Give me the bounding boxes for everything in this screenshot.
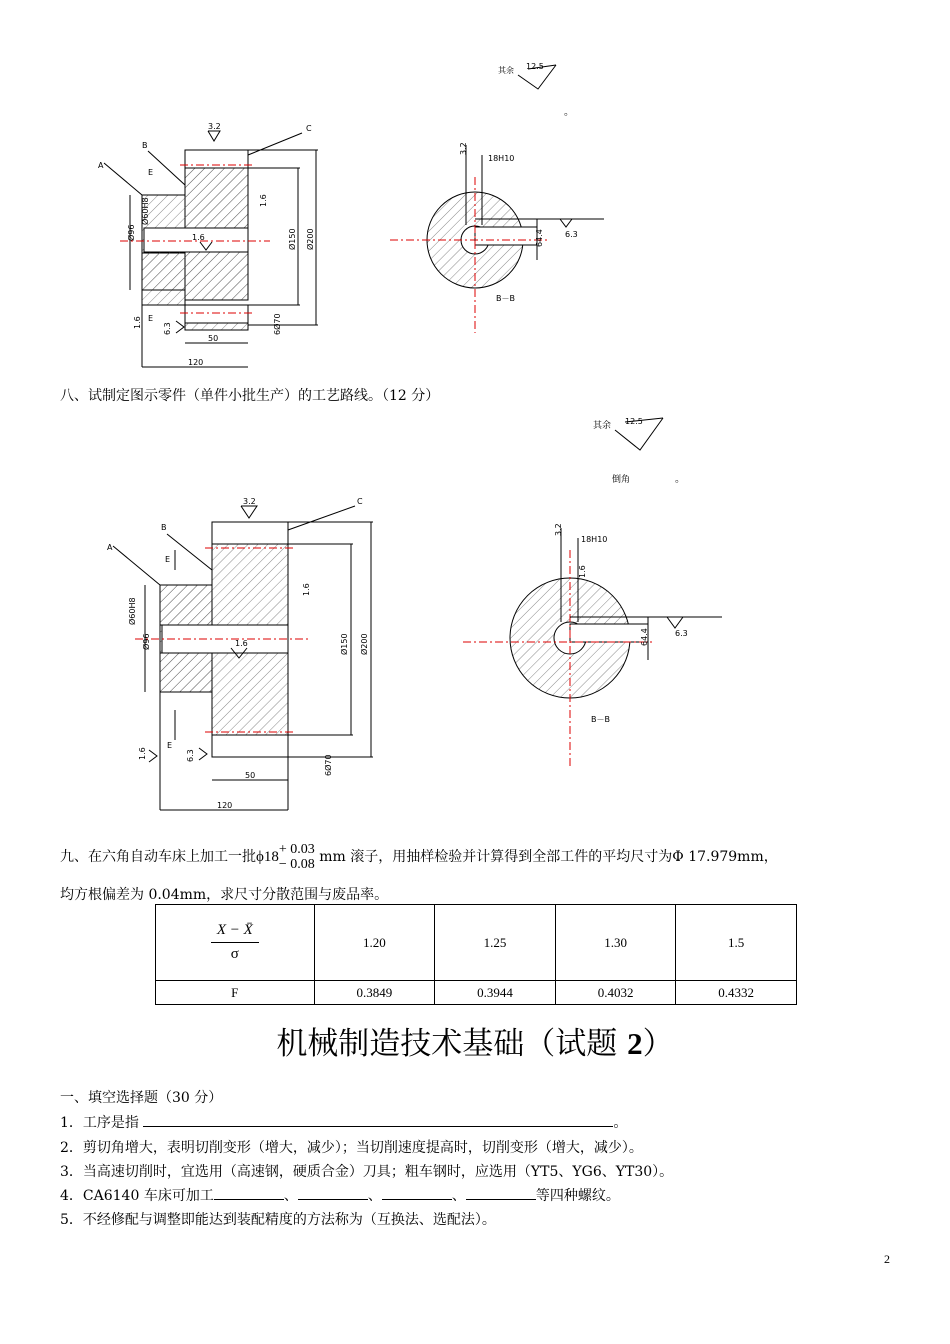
question-8: 八、试制定图示零件（单件小批生产）的工艺路线。（12 分） [60, 388, 440, 404]
svg-text:6Ø70: 6Ø70 [273, 313, 282, 335]
svg-text:50: 50 [245, 771, 256, 780]
svg-text:E: E [148, 168, 154, 177]
svg-text:。: 。 [564, 107, 574, 118]
svg-text:B－B: B－B [496, 294, 515, 303]
svg-text:B: B [142, 141, 148, 150]
exam-title: 机械制造技术基础（试题 2） [276, 1026, 674, 1062]
svg-text:Ø200: Ø200 [360, 633, 369, 655]
remaining-label-2: 其余 [593, 421, 612, 431]
svg-text:12.5: 12.5 [526, 62, 544, 71]
svg-text:3.2: 3.2 [459, 142, 468, 155]
svg-text:64.4: 64.4 [535, 229, 544, 247]
svg-text:6.3: 6.3 [163, 322, 172, 335]
svg-text:C: C [357, 497, 363, 506]
svg-text:1.6: 1.6 [259, 194, 268, 207]
formula-cell: $\frac{X - X̄}{\sigma}$ [156, 905, 315, 981]
svg-text:1.6: 1.6 [138, 747, 147, 760]
svg-text:3.2: 3.2 [208, 122, 221, 131]
svg-text:A: A [98, 161, 104, 170]
svg-text:6Ø70: 6Ø70 [324, 754, 333, 776]
svg-text:E: E [148, 314, 154, 323]
svg-text:50: 50 [208, 334, 219, 343]
svg-text:Ø200: Ø200 [306, 228, 315, 250]
svg-text:E: E [167, 741, 173, 750]
svg-text:Ø96: Ø96 [142, 633, 151, 650]
svg-text:Ø60H8: Ø60H8 [141, 197, 150, 225]
svg-text:。: 。 [675, 474, 685, 485]
drawing-2 [95, 410, 735, 820]
svg-text:Ø150: Ø150 [288, 228, 297, 250]
item-3: 3．当高速切削时，宜选用（高速钢，硬质合金）刀具；粗车钢时，应选用（YT5、YG6、YT30）。 [60, 1164, 674, 1180]
svg-text:18H10: 18H10 [488, 154, 515, 163]
svg-text:E: E [165, 555, 171, 564]
page-number: 2 [884, 1252, 890, 1266]
svg-text:3.2: 3.2 [243, 497, 256, 506]
svg-text:120: 120 [217, 801, 233, 810]
blank-1[interactable] [143, 1114, 613, 1127]
question-9-line1: 九、在六角自动车床上加工一批ϕ18 + 0.03 − 0.08 mm 滚子，用抽样检验并计算得到全部工件的平均尺寸为Φ 17.979mm， [60, 842, 778, 872]
svg-text:A: A [107, 543, 113, 552]
item-4: 4．CA6140 车床可加工 、 、 、 等四种螺纹。 [60, 1188, 620, 1204]
svg-text:6.3: 6.3 [565, 230, 578, 239]
svg-text:1.6: 1.6 [302, 583, 311, 596]
svg-text:18H10: 18H10 [581, 535, 608, 544]
svg-text:120: 120 [188, 358, 204, 367]
svg-text:B－B: B－B [591, 715, 610, 724]
svg-text:Ø150: Ø150 [340, 633, 349, 655]
svg-text:1.6: 1.6 [192, 233, 205, 242]
svg-text:Ø60H8: Ø60H8 [128, 597, 137, 625]
svg-text:1.6: 1.6 [578, 565, 587, 578]
svg-text:3.2: 3.2 [554, 523, 563, 536]
section-heading: 一、填空选择题（30 分） [60, 1090, 223, 1106]
svg-text:64.4: 64.4 [640, 628, 649, 646]
svg-text:B: B [161, 523, 167, 532]
item-5: 5．不经修配与调整即能达到装配精度的方法称为（互换法、选配法）。 [60, 1212, 496, 1228]
svg-text:12.5: 12.5 [625, 417, 643, 426]
probability-table: $\frac{X - X̄}{\sigma}$ 1.20 1.25 1.30 1.5 F 0.3849 0.3944 0.4032 0.4332 [155, 904, 797, 1005]
svg-text:6.3: 6.3 [186, 749, 195, 762]
svg-text:6.3: 6.3 [675, 629, 688, 638]
item-1: 1．工序是指 。 [60, 1115, 628, 1131]
svg-text:1.6: 1.6 [133, 316, 142, 329]
svg-text:C: C [306, 124, 312, 133]
item-2: 2．剪切角增大，表明切削变形（增大，减少）；当切削速度提高时，切削变形（增大，减少）。 [60, 1140, 643, 1156]
svg-text:Ø96: Ø96 [127, 224, 136, 241]
svg-text:1.6: 1.6 [235, 639, 248, 648]
remaining-label: 其余 [498, 66, 514, 75]
chamfer-label: 倒角 [612, 475, 631, 485]
drawing-1 [80, 55, 640, 375]
question-9-line2: 均方根偏差为 0.04mm，求尺寸分散范围与废品率。 [60, 887, 389, 903]
